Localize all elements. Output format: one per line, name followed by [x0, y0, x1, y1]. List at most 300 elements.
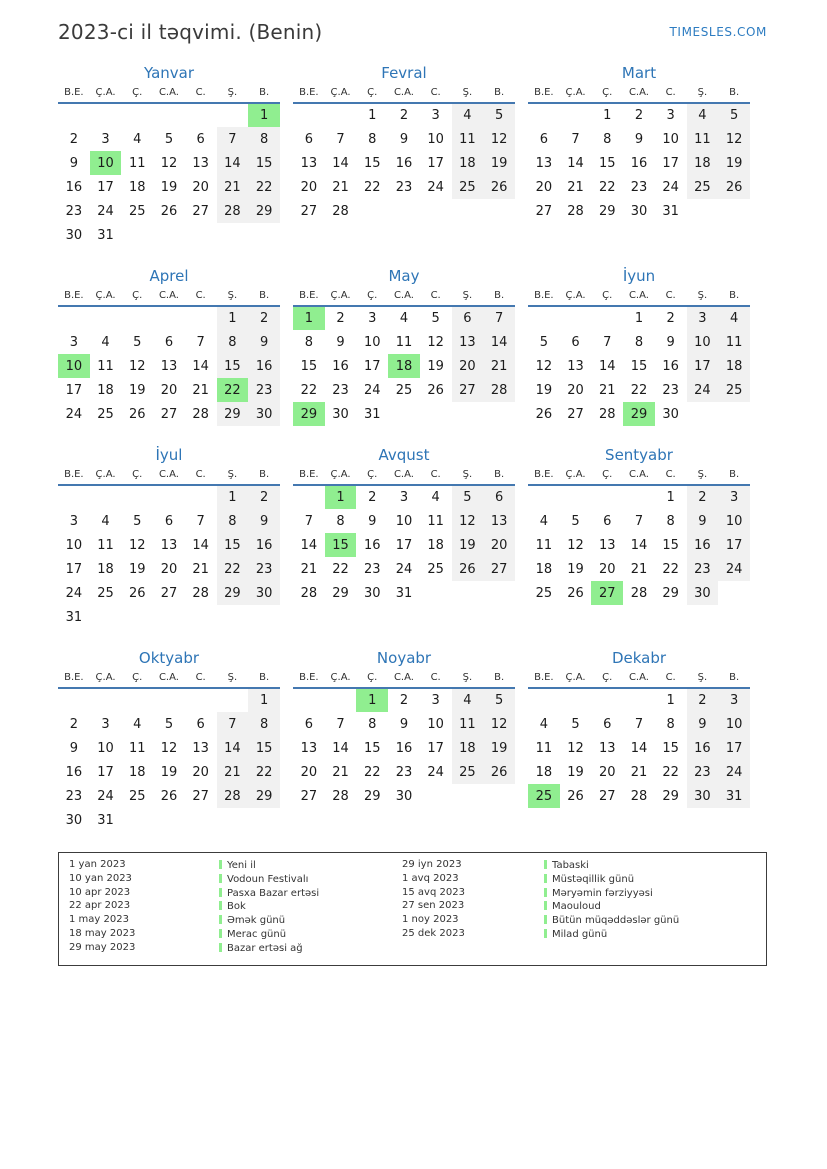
empty-cell	[718, 581, 750, 605]
day-cell: 18	[687, 151, 719, 175]
week-row	[58, 378, 280, 402]
month-iyul	[58, 446, 280, 629]
day-cell: 12	[567, 537, 584, 553]
day-cell: 30	[630, 203, 648, 219]
day-cell: 19	[483, 151, 515, 175]
week-row	[528, 378, 750, 402]
week-row	[58, 712, 280, 736]
legend-holiday-name	[219, 873, 402, 887]
weekday-header: Ç.A.	[95, 87, 116, 98]
empty-cell	[121, 103, 153, 127]
weekday-header-row	[58, 672, 280, 688]
day-cell: 24	[687, 378, 719, 402]
day-cell: 12	[718, 127, 750, 151]
day-cell: 23	[395, 764, 413, 780]
day-cell: 30	[248, 581, 280, 605]
week-row	[293, 784, 515, 808]
weekday-header: Ç.A.	[330, 672, 351, 683]
week-row	[293, 533, 515, 557]
weekday-header: B.E.	[534, 290, 554, 301]
day-cell: 13	[452, 330, 484, 354]
empty-cell	[388, 402, 420, 426]
day-cell: 20	[160, 561, 178, 577]
day-cell: 9	[69, 740, 78, 756]
holiday-legend	[58, 852, 767, 966]
day-cell: 26	[483, 175, 515, 199]
empty-cell	[153, 808, 185, 832]
legend-holiday-name	[219, 859, 402, 873]
weekday-header: Ç.	[602, 672, 613, 683]
empty-cell	[248, 605, 280, 629]
legend-holiday-label: Məryəmin fərziyyəsi	[552, 887, 653, 899]
day-cell: 1	[217, 306, 249, 330]
empty-cell	[217, 688, 249, 712]
day-cell: 28	[217, 199, 249, 223]
day-cell: 24	[97, 203, 114, 219]
day-cell: 26	[160, 788, 178, 804]
day-cell: 20	[567, 382, 584, 398]
day-cell: 6	[304, 716, 313, 732]
day-cell: 12	[483, 712, 515, 736]
day-cell: 10	[662, 131, 679, 147]
day-cell: 8	[336, 513, 345, 529]
day-cell: 9	[687, 712, 719, 736]
day-cell: 21	[630, 764, 648, 780]
day-cell: 12	[427, 334, 444, 350]
week-row	[58, 127, 280, 151]
weekday-header: B.	[494, 469, 505, 480]
holiday-marker-icon	[544, 929, 547, 938]
day-cell: 22	[630, 382, 648, 398]
day-cell: 10	[90, 151, 122, 175]
legend-date: 29 may 2023	[69, 941, 136, 953]
day-cell: 23	[65, 203, 83, 219]
month-mart	[528, 64, 750, 223]
weekday-header: Ç.	[132, 469, 143, 480]
day-cell: 24	[65, 406, 83, 422]
day-cell: 23	[248, 557, 280, 581]
month-title: Noyabr	[376, 649, 432, 667]
day-cell: 30	[363, 585, 381, 601]
day-cell: 27	[300, 788, 318, 804]
legend-holiday-name	[219, 914, 402, 928]
weekday-header-row	[293, 469, 515, 485]
day-cell: 20	[192, 764, 209, 780]
weekday-header: Ç.A.	[565, 672, 586, 683]
week-row	[293, 760, 515, 784]
empty-cell	[185, 103, 217, 127]
day-cell: 19	[128, 561, 146, 577]
empty-cell	[528, 103, 560, 127]
day-cell: 4	[687, 103, 719, 127]
day-cell: 19	[160, 179, 178, 195]
day-cell: 27	[300, 203, 318, 219]
day-cell: 28	[598, 406, 616, 422]
day-cell: 26	[718, 175, 750, 199]
empty-cell	[121, 605, 153, 629]
weekday-header: C.	[665, 290, 676, 301]
day-cell: 17	[395, 537, 413, 553]
day-cell: 4	[101, 334, 110, 350]
legend-holiday-label: Maouloud	[552, 901, 601, 913]
week-row	[528, 103, 750, 127]
weekday-header-row	[528, 290, 750, 306]
day-cell: 20	[598, 764, 616, 780]
day-cell: 28	[630, 788, 648, 804]
day-cell: 9	[399, 716, 409, 732]
week-row	[528, 736, 750, 760]
day-cell: 10	[65, 537, 83, 553]
day-cell: 21	[300, 561, 318, 577]
empty-cell	[420, 402, 452, 426]
week-row	[58, 306, 280, 330]
holiday-marker-icon	[219, 915, 222, 924]
empty-cell	[121, 223, 153, 247]
day-cell: 3	[101, 716, 110, 732]
month-table	[528, 87, 750, 223]
month-sentyabr	[528, 446, 750, 605]
day-cell: 13	[160, 358, 178, 374]
empty-cell	[90, 306, 122, 330]
day-cell: 30	[248, 402, 280, 426]
day-cell: 31	[363, 406, 381, 422]
day-cell: 30	[687, 784, 719, 808]
day-cell: 6	[539, 131, 548, 147]
day-cell: 5	[133, 513, 142, 529]
day-cell: 2	[634, 108, 644, 123]
day-cell: 25	[452, 760, 484, 784]
day-cell: 13	[192, 740, 209, 756]
day-cell: 4	[452, 688, 484, 712]
month-table	[58, 672, 280, 832]
day-cell: 1	[325, 485, 357, 509]
day-cell: 26	[160, 203, 178, 219]
day-cell: 25	[687, 175, 719, 199]
day-cell: 15	[217, 533, 249, 557]
day-cell: 21	[567, 179, 584, 195]
weekday-header: C.	[195, 672, 206, 683]
month-table	[528, 290, 750, 426]
weekday-header: B.E.	[64, 672, 84, 683]
legend-holiday-label: Tabaski	[552, 860, 589, 871]
day-cell: 14	[217, 736, 249, 760]
day-cell: 11	[128, 155, 146, 171]
day-cell: 22	[662, 561, 679, 577]
day-cell: 7	[634, 716, 644, 732]
day-cell: 1	[293, 306, 325, 330]
day-cell: 11	[427, 513, 444, 529]
day-cell: 20	[598, 561, 616, 577]
day-cell: 22	[248, 175, 280, 199]
day-cell: 18	[97, 561, 114, 577]
day-cell: 3	[666, 108, 675, 123]
month-row	[58, 267, 767, 426]
day-cell: 26	[427, 382, 444, 398]
weekday-header: Ç.	[132, 290, 143, 301]
weekday-header-row	[528, 672, 750, 688]
day-cell: 22	[217, 557, 249, 581]
empty-cell	[217, 223, 249, 247]
day-cell: 10	[395, 513, 413, 529]
brand-link[interactable]: TIMESLES.COM	[669, 25, 767, 39]
weekday-header: C.A.	[158, 469, 179, 480]
holiday-marker-icon	[219, 888, 222, 897]
day-cell: 26	[567, 585, 584, 601]
day-cell: 12	[535, 358, 553, 374]
day-cell: 16	[332, 358, 349, 374]
day-cell: 1	[356, 688, 388, 712]
day-cell: 7	[483, 306, 515, 330]
month-title: Avqust	[378, 446, 430, 464]
empty-cell	[58, 103, 90, 127]
empty-cell	[560, 688, 592, 712]
day-cell: 28	[483, 378, 515, 402]
day-cell: 14	[217, 151, 249, 175]
legend-holiday-name	[544, 873, 758, 887]
month-avqust	[293, 446, 515, 605]
day-cell: 24	[363, 382, 381, 398]
empty-cell	[452, 199, 484, 223]
day-cell: 28	[332, 203, 349, 219]
legend-holiday-name	[219, 887, 402, 901]
day-cell: 6	[196, 716, 205, 732]
weekday-header: B.	[494, 672, 505, 683]
day-cell: 31	[662, 203, 679, 219]
day-cell: 28	[217, 784, 249, 808]
empty-cell	[293, 688, 325, 712]
weekday-header: B.	[729, 469, 740, 480]
day-cell: 27	[192, 203, 209, 219]
weekday-header: C.	[430, 87, 441, 98]
day-cell: 9	[666, 334, 675, 350]
day-cell: 8	[368, 131, 377, 147]
day-cell: 13	[300, 740, 318, 756]
week-row	[528, 509, 750, 533]
month-table	[293, 87, 515, 223]
legend-date: 10 apr 2023	[69, 886, 131, 898]
day-cell: 20	[192, 179, 209, 195]
day-cell: 15	[598, 155, 616, 171]
empty-cell	[153, 688, 185, 712]
day-cell: 15	[662, 537, 679, 553]
day-cell: 21	[192, 561, 209, 577]
weekday-header-row	[58, 290, 280, 306]
weekday-header: C.A.	[628, 469, 649, 480]
weekday-header: Ç.	[602, 290, 613, 301]
legend-date: 1 may 2023	[69, 914, 129, 926]
day-cell: 6	[571, 334, 580, 350]
day-cell: 6	[603, 716, 612, 732]
day-cell: 5	[483, 103, 515, 127]
day-cell: 21	[630, 561, 648, 577]
day-cell: 14	[300, 537, 318, 553]
week-row	[58, 509, 280, 533]
day-cell: 26	[452, 557, 484, 581]
weekday-header: Ş.	[227, 87, 238, 98]
day-cell: 15	[217, 354, 249, 378]
day-cell: 7	[571, 131, 580, 147]
empty-cell	[58, 306, 90, 330]
weekday-header: B.	[494, 87, 505, 98]
weekday-header: Ş.	[462, 290, 473, 301]
day-cell: 18	[97, 382, 114, 398]
empty-cell	[90, 103, 122, 127]
empty-cell	[452, 581, 484, 605]
week-row	[58, 688, 280, 712]
weekday-header: Ç.A.	[565, 469, 586, 480]
month-noyabr	[293, 649, 515, 808]
day-cell: 14	[567, 155, 584, 171]
day-cell: 3	[431, 108, 440, 123]
empty-cell	[528, 306, 560, 330]
weekday-header: Ç.A.	[95, 469, 116, 480]
day-cell: 9	[336, 334, 345, 350]
week-row	[528, 784, 750, 808]
week-row	[528, 306, 750, 330]
weekday-header: C.	[195, 87, 206, 98]
weekday-header: C.A.	[158, 87, 179, 98]
day-cell: 9	[69, 155, 78, 171]
day-cell: 9	[399, 131, 409, 147]
week-row	[293, 127, 515, 151]
weekday-header: Ç.	[367, 290, 378, 301]
weekday-header: B.	[259, 290, 270, 301]
weekday-header: B.	[729, 87, 740, 98]
day-cell: 22	[300, 382, 318, 398]
empty-cell	[560, 485, 592, 509]
day-cell: 19	[128, 382, 146, 398]
day-cell: 3	[69, 513, 78, 529]
empty-cell	[623, 485, 655, 509]
empty-cell	[90, 485, 122, 509]
weekday-header: Ç.A.	[95, 672, 116, 683]
day-cell: 27	[591, 581, 623, 605]
day-cell: 10	[363, 334, 381, 350]
month-title: Sentyabr	[605, 446, 673, 464]
empty-cell	[483, 402, 515, 426]
day-cell: 27	[483, 557, 515, 581]
weekday-header: Ç.	[367, 469, 378, 480]
week-row	[58, 808, 280, 832]
weekday-header: B.	[494, 290, 505, 301]
day-cell: 2	[336, 311, 345, 326]
empty-cell	[121, 688, 153, 712]
month-may	[293, 267, 515, 426]
week-row	[528, 127, 750, 151]
empty-cell	[420, 581, 452, 605]
day-cell: 29	[623, 402, 655, 426]
day-cell: 25	[452, 175, 484, 199]
day-cell: 11	[97, 358, 114, 374]
day-cell: 21	[332, 764, 349, 780]
weekday-header: Ş.	[697, 290, 708, 301]
day-cell: 26	[128, 585, 146, 601]
weekday-header: C.	[665, 672, 676, 683]
holiday-marker-icon	[544, 915, 547, 924]
legend-date: 18 may 2023	[69, 927, 136, 939]
day-cell: 28	[567, 203, 584, 219]
weekday-header: B.	[729, 672, 740, 683]
day-cell: 22	[217, 378, 249, 402]
day-cell: 28	[332, 788, 349, 804]
month-yanvar	[58, 64, 280, 247]
day-cell: 3	[687, 306, 719, 330]
legend-date: 22 apr 2023	[69, 900, 131, 912]
day-cell: 8	[666, 716, 675, 732]
day-cell: 20	[535, 179, 553, 195]
weekday-header: Ş.	[462, 87, 473, 98]
day-cell: 3	[399, 490, 409, 505]
day-cell: 17	[97, 179, 114, 195]
weekday-header: B.E.	[534, 469, 554, 480]
legend-date: 1 noy 2023	[402, 914, 459, 926]
day-cell: 11	[452, 712, 484, 736]
day-cell: 24	[395, 561, 413, 577]
empty-cell	[153, 223, 185, 247]
day-cell: 5	[571, 513, 580, 529]
day-cell: 5	[133, 334, 142, 350]
week-row	[58, 151, 280, 175]
day-cell: 8	[666, 513, 675, 529]
day-cell: 7	[217, 712, 249, 736]
week-row	[58, 223, 280, 247]
week-row	[528, 354, 750, 378]
empty-cell	[420, 199, 452, 223]
calendar-grid	[58, 64, 767, 832]
empty-cell	[528, 688, 560, 712]
day-cell: 10	[58, 354, 90, 378]
day-cell: 4	[133, 716, 142, 732]
day-cell: 3	[431, 693, 440, 708]
legend-holiday-name	[544, 914, 758, 928]
empty-cell	[185, 688, 217, 712]
week-row	[58, 402, 280, 426]
empty-cell	[153, 605, 185, 629]
empty-cell	[185, 485, 217, 509]
day-cell: 25	[395, 382, 413, 398]
empty-cell	[185, 808, 217, 832]
day-cell: 11	[395, 334, 413, 350]
day-cell: 18	[535, 561, 553, 577]
day-cell: 24	[662, 179, 679, 195]
holiday-marker-icon	[219, 929, 222, 938]
day-cell: 30	[65, 227, 83, 243]
weekday-header: B.E.	[534, 87, 554, 98]
day-cell: 16	[662, 358, 679, 374]
page-header	[58, 20, 767, 44]
day-cell: 14	[192, 537, 209, 553]
empty-cell	[90, 605, 122, 629]
week-row	[293, 557, 515, 581]
legend-holiday-label: Müstəqillik günü	[552, 873, 635, 885]
day-cell: 22	[662, 764, 679, 780]
day-cell: 6	[603, 513, 612, 529]
day-cell: 2	[368, 490, 377, 505]
day-cell: 2	[687, 485, 719, 509]
legend-holiday-label: Əmək günü	[227, 915, 286, 927]
day-cell: 24	[65, 585, 83, 601]
empty-cell	[217, 605, 249, 629]
day-cell: 9	[248, 330, 280, 354]
weekday-header: C.	[430, 469, 441, 480]
month-fevral	[293, 64, 515, 223]
day-cell: 29	[332, 585, 349, 601]
empty-cell	[185, 306, 217, 330]
empty-cell	[591, 485, 623, 509]
day-cell: 5	[571, 716, 580, 732]
day-cell: 2	[69, 131, 78, 147]
day-cell: 23	[65, 788, 83, 804]
